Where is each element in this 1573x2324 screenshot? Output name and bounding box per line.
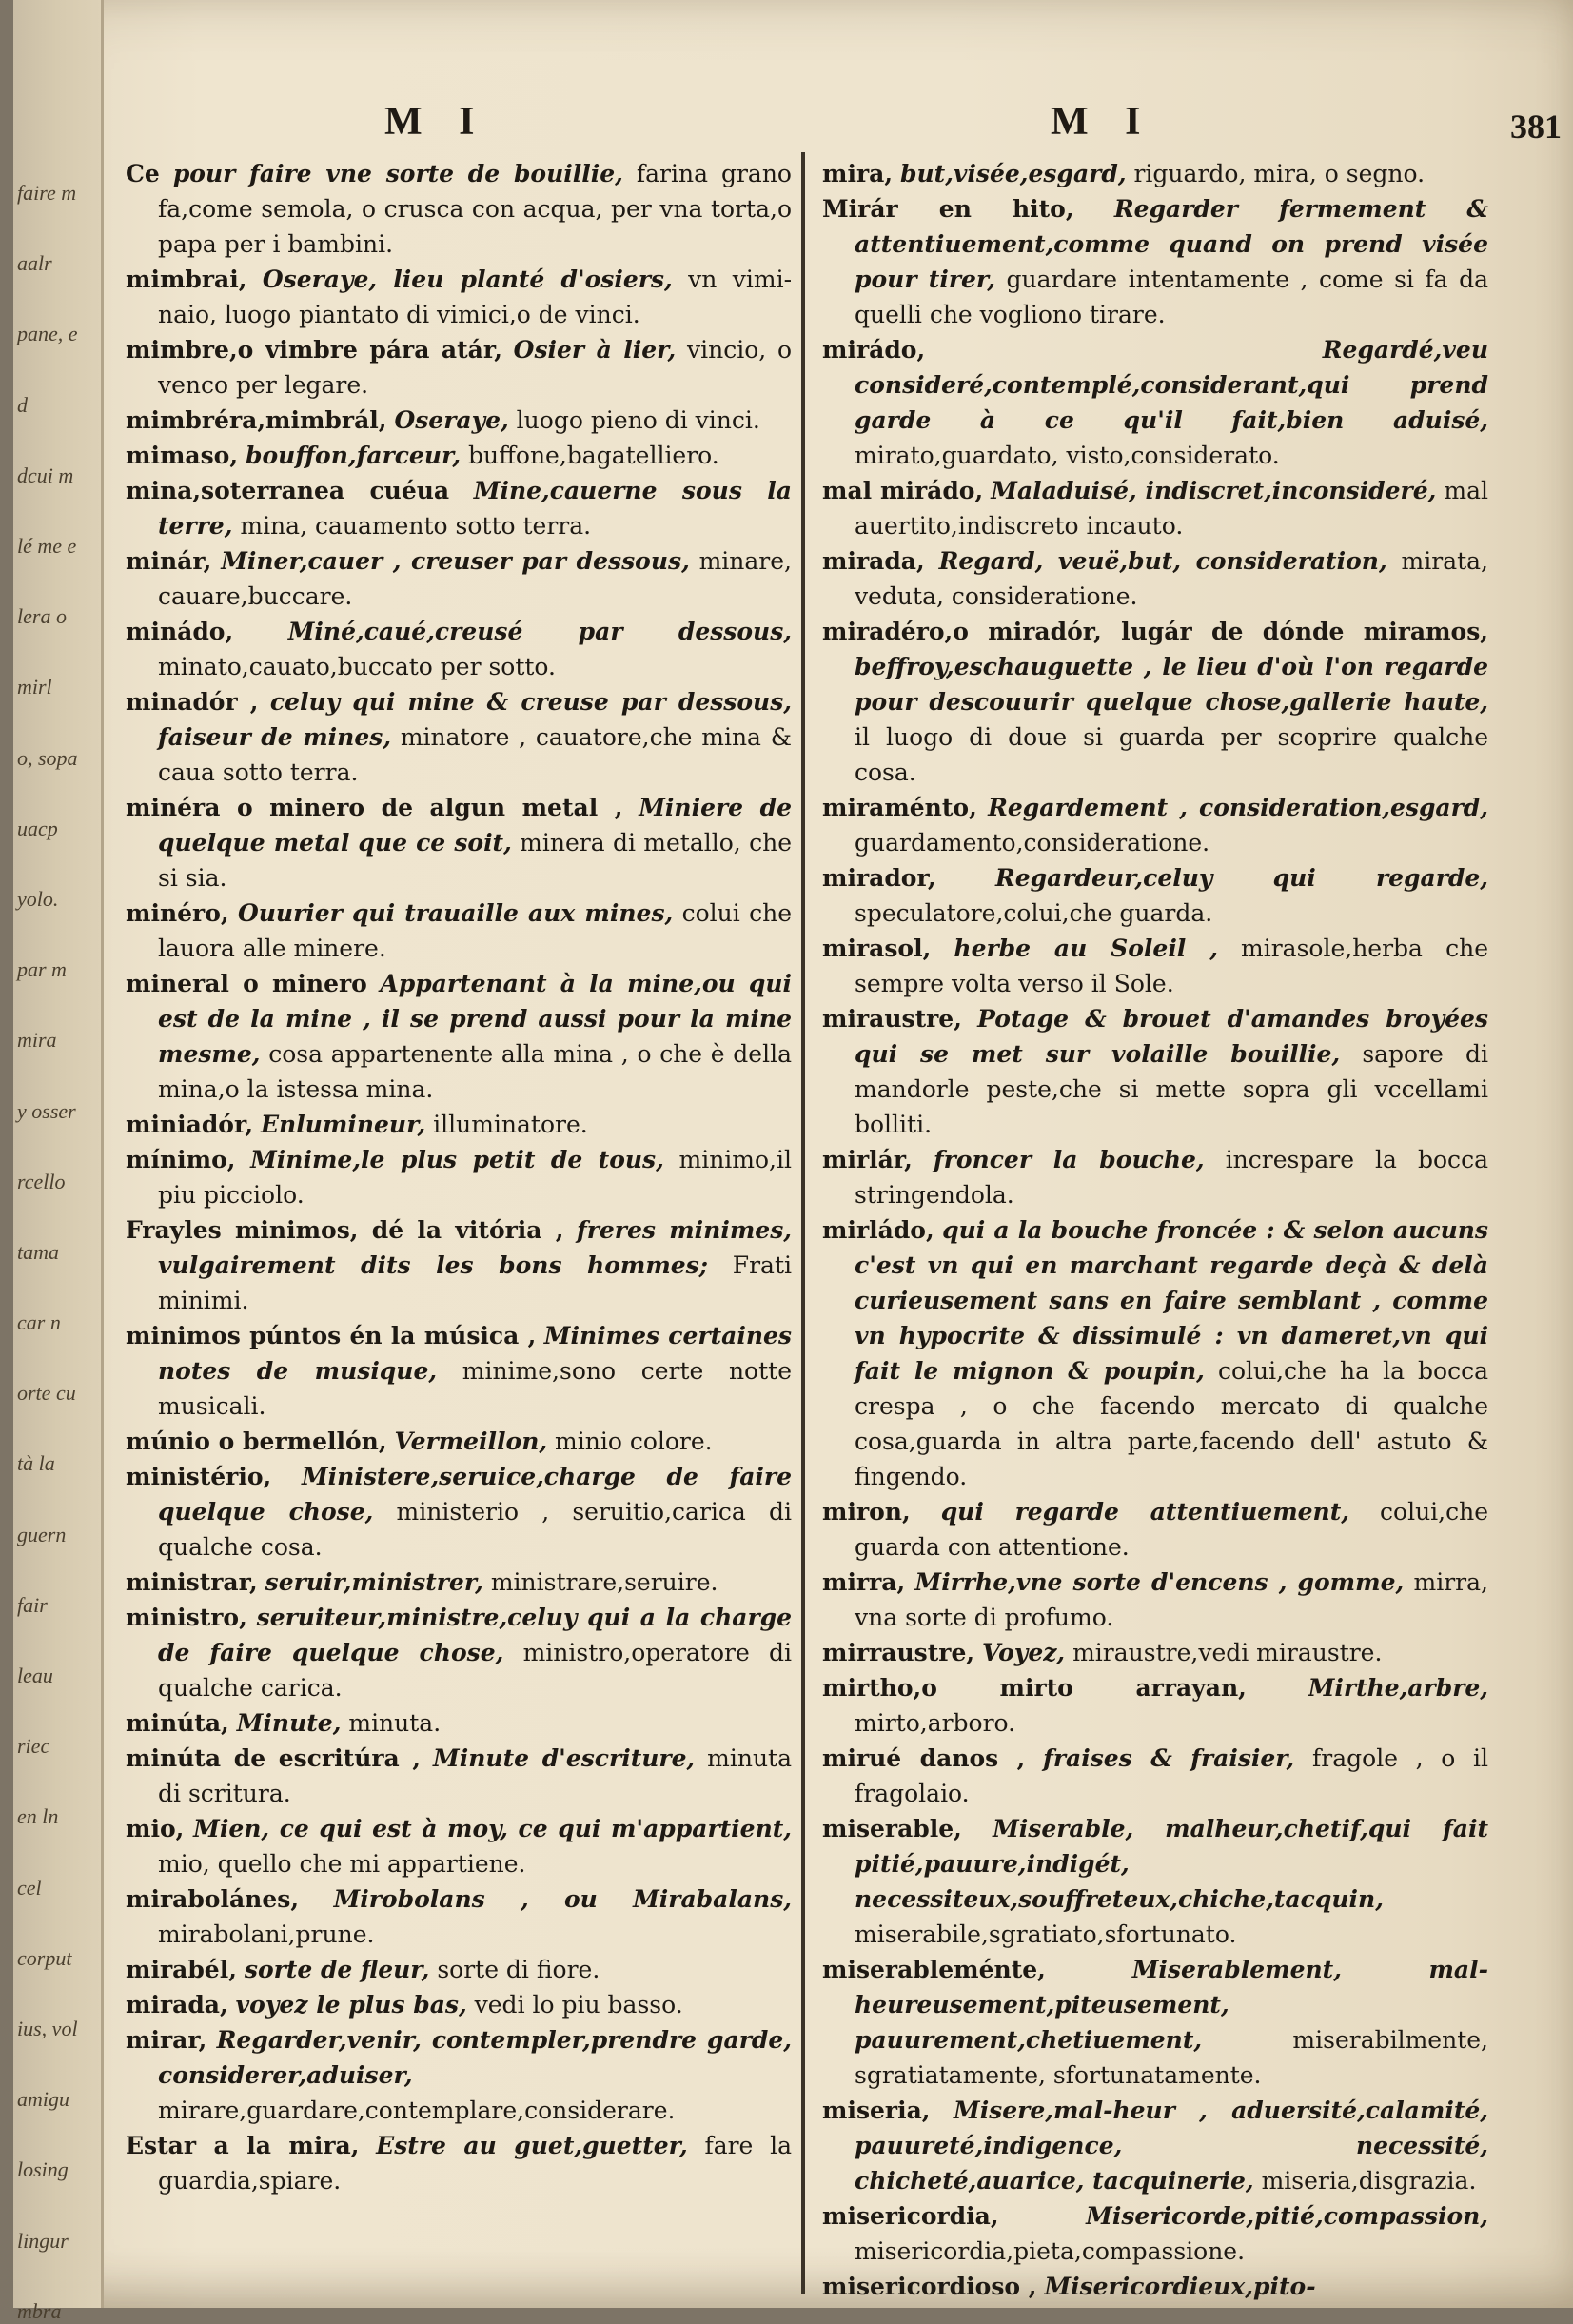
italian-gloss: colui,che ha la bocca crespa , o che facendo mercato di qualche cosa,guarda in altra parte,facendo dell' astuto & fingendo. bbox=[855, 1357, 1488, 1490]
facing-page-fragment: riec bbox=[17, 1734, 50, 1759]
dictionary-entry bbox=[126, 1142, 792, 1212]
dictionary-entry bbox=[822, 1001, 1488, 1142]
french-gloss: Voyez, bbox=[982, 1639, 1066, 1666]
dictionary-entry bbox=[822, 790, 1488, 860]
italian-gloss: minera di metallo, che si sia. bbox=[158, 829, 792, 892]
italian-gloss: ministerio , seruitio,carica di qualche cosa. bbox=[158, 1498, 792, 1561]
dictionary-entry bbox=[126, 473, 792, 543]
italian-gloss: minuta di scritura. bbox=[158, 1744, 792, 1807]
facing-page-fragment: corput bbox=[17, 1945, 72, 1970]
french-gloss: Mien, ce qui est à moy, ce qui m'appartient, bbox=[193, 1815, 792, 1842]
headword: mina,soterranea cuéua bbox=[126, 477, 450, 504]
dictionary-entry bbox=[126, 790, 792, 896]
facing-page-fragment: orte cu bbox=[17, 1381, 76, 1406]
facing-page-fragment: tama bbox=[17, 1239, 59, 1264]
facing-page-fragment: losing bbox=[17, 2157, 69, 2182]
dictionary-entry bbox=[822, 1565, 1488, 1635]
french-gloss: voyez le plus bas, bbox=[235, 1991, 467, 2019]
italian-gloss: mirasole,herba che sempre volta verso il Sole. bbox=[855, 935, 1488, 997]
dictionary-entry bbox=[822, 1741, 1488, 1811]
dictionary-entry bbox=[126, 2022, 792, 2128]
french-gloss: Potage & brouet d'amandes broyées qui se met sur volaille bouillie, bbox=[855, 1005, 1488, 1068]
dictionary-entry bbox=[126, 2128, 792, 2198]
dictionary-entry bbox=[822, 2093, 1488, 2198]
italian-gloss: mirata, veduta, consideratione. bbox=[855, 547, 1489, 610]
left-column bbox=[126, 156, 792, 2198]
headword: mio, bbox=[126, 1815, 185, 1842]
headword: mirada, bbox=[822, 547, 925, 575]
italian-gloss: fragole , o il fragolaio. bbox=[855, 1744, 1489, 1807]
dictionary-entry bbox=[822, 860, 1488, 931]
dictionary-entry bbox=[822, 2269, 1488, 2304]
facing-page-fragment: y osser bbox=[17, 1098, 76, 1123]
italian-gloss: increspare la bocca stringendola. bbox=[855, 1146, 1488, 1209]
dictionary-entry bbox=[126, 966, 792, 1107]
dictionary-entry bbox=[126, 332, 792, 403]
dictionary-entry bbox=[126, 1107, 792, 1142]
italian-gloss: vn vimi-naio, luogo piantato di vimici,o de vinci. bbox=[158, 266, 793, 328]
dictionary-entry bbox=[126, 262, 792, 332]
facing-page-fragment: pane, e bbox=[17, 322, 78, 346]
facing-page-fragment: faire m bbox=[17, 181, 77, 205]
french-gloss: Regarder fermement & attentiuement,comme quand on prend visée pour tirer, bbox=[855, 195, 1488, 293]
headword: mirador, bbox=[822, 864, 936, 892]
french-gloss: Misericorde,pitié,compassion, bbox=[1086, 2202, 1488, 2230]
french-gloss: herbe au Soleil , bbox=[954, 935, 1218, 962]
headword: múnio o bermellón, bbox=[126, 1428, 387, 1455]
headword: misericordia, bbox=[822, 2202, 999, 2230]
italian-gloss: minio colore. bbox=[555, 1428, 713, 1455]
italian-gloss: mina, cauamento sotto terra. bbox=[240, 512, 592, 540]
italian-gloss: fare la guardia,spiare. bbox=[158, 2132, 792, 2195]
dictionary-page bbox=[13, 0, 1573, 2323]
italian-gloss: minimo,il piu picciolo. bbox=[158, 1146, 792, 1209]
italian-gloss: vincio, o venco per legare. bbox=[158, 336, 793, 399]
dictionary-entry bbox=[822, 1142, 1488, 1212]
facing-page-fragment: leau bbox=[17, 1664, 53, 1688]
french-gloss: seruiteur,ministre,celuy qui a la charge de faire quelque chose, bbox=[158, 1604, 792, 1666]
facing-page-fragment: lingur bbox=[17, 2228, 69, 2253]
page-number: 381 bbox=[1510, 108, 1562, 146]
dictionary-entry bbox=[822, 1635, 1488, 1670]
headword: minúta de escritúra , bbox=[126, 1744, 422, 1772]
headword: miserableménte, bbox=[822, 1956, 1046, 1983]
french-gloss: Regard, veuë,but, consideration, bbox=[938, 547, 1387, 575]
headword: mínimo, bbox=[126, 1146, 236, 1173]
headword: Mirár en hito, bbox=[822, 195, 1074, 223]
french-gloss: Osier à lier, bbox=[513, 336, 677, 364]
french-gloss: Misere,mal-heur , aduersité,calamité, pauureté,indigence, necessité, chicheté,auarice, tacquinerie, bbox=[855, 2097, 1488, 2195]
italian-gloss: minime,sono certe notte musicali. bbox=[158, 1357, 792, 1420]
dictionary-entry bbox=[822, 332, 1488, 473]
headword: mirué danos , bbox=[822, 1744, 1026, 1772]
french-gloss: Regardement , consideration,esgard, bbox=[988, 794, 1488, 821]
italian-gloss: mio, quello che mi appartiene. bbox=[158, 1850, 526, 1878]
italian-gloss: guardare intentamente , come si fa da quelli che vogliono tirare. bbox=[855, 266, 1488, 328]
headword: minádo, bbox=[126, 618, 234, 645]
headword: mira, bbox=[822, 160, 894, 187]
facing-page-fragment: par m bbox=[17, 957, 67, 982]
french-gloss: Misericordieux,pito- bbox=[1044, 2273, 1316, 2300]
headword: mirládo, bbox=[822, 1216, 934, 1244]
facing-page-fragment: mbra bbox=[17, 2298, 62, 2323]
headword: mimbrai, bbox=[126, 266, 247, 293]
french-gloss: Vermeillon, bbox=[394, 1428, 548, 1455]
french-gloss: fraises & fraisier, bbox=[1043, 1744, 1295, 1772]
headword: miraustre, bbox=[822, 1005, 962, 1033]
headword: Estar a la mira, bbox=[126, 2132, 360, 2159]
french-gloss: bouffon,farceur, bbox=[246, 442, 462, 469]
facing-page-fragment: o, sopa bbox=[17, 745, 78, 770]
headword: mineral o minero bbox=[126, 970, 367, 997]
facing-page-fragment: yolo. bbox=[17, 886, 59, 911]
dictionary-entry bbox=[126, 1741, 792, 1811]
italian-gloss: colui,che guarda con attentione. bbox=[855, 1498, 1489, 1561]
french-gloss: Regardeur,celuy qui regarde, bbox=[994, 864, 1488, 892]
headword: mirlár, bbox=[822, 1146, 913, 1173]
dictionary-entry bbox=[822, 2198, 1488, 2269]
french-gloss: froncer la bouche, bbox=[933, 1146, 1205, 1173]
headword: ministro, bbox=[126, 1604, 247, 1631]
italian-gloss: mal auertito,indiscreto incauto. bbox=[855, 477, 1488, 540]
french-gloss: Mirobolans , ou Mirabalans, bbox=[333, 1885, 793, 1913]
dictionary-entry bbox=[126, 1600, 792, 1705]
facing-page-fragment: car n bbox=[17, 1310, 61, 1335]
headword: mirraustre, bbox=[822, 1639, 975, 1666]
headword: minimos púntos én la música , bbox=[126, 1322, 537, 1349]
dictionary-entry bbox=[822, 473, 1488, 543]
french-gloss: Maladuisé, indiscret,inconsideré, bbox=[991, 477, 1437, 504]
facing-page-fragment: uacp bbox=[17, 816, 58, 840]
facing-page-fragment: en ln bbox=[17, 1804, 59, 1829]
dictionary-entry bbox=[126, 896, 792, 966]
italian-gloss: riguardo, mira, o segno. bbox=[1133, 160, 1426, 187]
facing-page-fragment: lé me e bbox=[17, 533, 77, 558]
french-gloss: Mirrhe,vne sorte d'encens , gomme, bbox=[914, 1568, 1405, 1596]
italian-gloss: guardamento,consideratione. bbox=[855, 829, 1210, 857]
italian-gloss: minato,cauato,buccato per sotto. bbox=[158, 653, 556, 680]
french-gloss: Miserablement, mal-heureusement,piteusement, pauurement,chetiuement, bbox=[855, 1956, 1489, 2054]
italian-gloss: luogo pieno di vinci. bbox=[516, 406, 760, 434]
facing-page-fragment: tà la bbox=[17, 1451, 55, 1476]
french-gloss: sorte de fleur, bbox=[244, 1956, 430, 1983]
italian-gloss: miserabilmente, sgratiatamente, sfortunatamente. bbox=[855, 2026, 1488, 2089]
headword: miniadór, bbox=[126, 1111, 254, 1138]
dictionary-entry bbox=[822, 614, 1488, 790]
italian-gloss: Frati minimi. bbox=[158, 1251, 792, 1314]
french-gloss: Regarder,venir, contempler,prendre garde, considerer,aduiser, bbox=[158, 2026, 792, 2089]
dictionary-entry bbox=[822, 1212, 1488, 1494]
dictionary-entry bbox=[126, 1952, 792, 1987]
french-gloss: qui a la bouche froncée : & selon aucuns c'est vn qui en marchant regarde deçà & delà curieusement sans en faire semblant , comme vn hypocrite & dissimulé : vn dameret,vn qui fait le mignon & poupin, bbox=[855, 1216, 1488, 1385]
dictionary-entry bbox=[126, 1565, 792, 1600]
italian-gloss: mirra, vna sorte di profumo. bbox=[855, 1568, 1488, 1631]
headword: mal mirádo, bbox=[822, 477, 984, 504]
left-running-head: M I bbox=[384, 100, 488, 144]
headword: mirasol, bbox=[822, 935, 932, 962]
french-gloss: Minute, bbox=[236, 1709, 342, 1737]
french-gloss: Ouurier qui trauaille aux mines, bbox=[237, 899, 674, 927]
headword: miraménto, bbox=[822, 794, 977, 821]
headword: miserable, bbox=[822, 1815, 962, 1842]
italian-gloss: ministro,operatore di qualche carica. bbox=[158, 1639, 792, 1702]
french-gloss: Ministere,seruice,charge de faire quelque chose, bbox=[158, 1463, 792, 1526]
dictionary-entry bbox=[822, 191, 1488, 332]
dictionary-entry bbox=[126, 1811, 792, 1881]
french-gloss: seruir,ministrer, bbox=[265, 1568, 483, 1596]
french-gloss: Mine,cauerne sous la terre, bbox=[158, 477, 793, 540]
italian-gloss: minare, cauare,buccare. bbox=[158, 547, 792, 610]
right-running-head: M I bbox=[1051, 100, 1154, 144]
french-gloss: qui regarde attentiuement, bbox=[940, 1498, 1349, 1526]
italian-gloss: miseria,disgrazia. bbox=[1261, 2167, 1477, 2195]
italian-gloss: minuta. bbox=[348, 1709, 442, 1737]
italian-gloss: mirabolani,prune. bbox=[158, 1920, 375, 1948]
dictionary-entry bbox=[126, 1987, 792, 2022]
french-gloss: Regardé,veu consideré,contemplé,considerant,qui prend garde à ce qu'il fait,bien aduisé, bbox=[855, 336, 1488, 434]
headword: ministério, bbox=[126, 1463, 272, 1490]
dictionary-entry bbox=[126, 1881, 792, 1952]
headword: mimbréra,mimbrál, bbox=[126, 406, 387, 434]
italian-gloss: cosa appartenente alla mina , o che è della mina,o la istessa mina. bbox=[158, 1040, 793, 1103]
dictionary-entry bbox=[126, 1318, 792, 1424]
headword: miron, bbox=[822, 1498, 911, 1526]
french-gloss: Minime,le plus petit de tous, bbox=[250, 1146, 664, 1173]
facing-page-fragment: fair bbox=[17, 1592, 48, 1617]
headword: miseria, bbox=[822, 2097, 931, 2124]
french-gloss: Minute d'escriture, bbox=[433, 1744, 696, 1772]
italian-gloss: speculatore,colui,che guarda. bbox=[855, 899, 1213, 927]
italian-gloss: illuminatore. bbox=[433, 1111, 588, 1138]
italian-gloss: miserabile,sgratiato,sfortunato. bbox=[855, 1920, 1237, 1948]
french-gloss: Oseraye, lieu planté d'osiers, bbox=[262, 266, 673, 293]
dictionary-entry bbox=[822, 931, 1488, 1001]
facing-page-fragment: guern bbox=[17, 1522, 67, 1546]
french-gloss: Enlumineur, bbox=[261, 1111, 426, 1138]
facing-page-fragment: rcello bbox=[17, 1169, 66, 1193]
dictionary-entry bbox=[126, 543, 792, 614]
italian-gloss: sorte di fiore. bbox=[437, 1956, 600, 1983]
facing-page-fragment: aalr bbox=[17, 251, 52, 276]
italian-gloss: il luogo di doue si guarda per scoprire qualche cosa. bbox=[855, 723, 1488, 786]
headword: ministrar, bbox=[126, 1568, 258, 1596]
headword: minéro, bbox=[126, 899, 229, 927]
french-gloss: Miner,cauer , creuser par dessous, bbox=[221, 547, 690, 575]
headword: Frayles minimos, dé la vitória , bbox=[126, 1216, 564, 1244]
headword: minadór , bbox=[126, 688, 259, 716]
dictionary-entry bbox=[126, 1459, 792, 1565]
facing-page-fragment: lera o bbox=[17, 604, 67, 629]
dictionary-entry bbox=[822, 1952, 1488, 2093]
headword: mirádo, bbox=[822, 336, 926, 364]
italian-gloss: vedi lo piu basso. bbox=[474, 1991, 683, 2019]
dictionary-entry bbox=[126, 1212, 792, 1318]
french-gloss: Oseraye, bbox=[394, 406, 509, 434]
dictionary-entry bbox=[822, 543, 1488, 614]
italian-gloss: buffone,bagatelliero. bbox=[468, 442, 719, 469]
headword: misericordioso , bbox=[822, 2273, 1037, 2300]
headword: mirabél, bbox=[126, 1956, 237, 1983]
dictionary-entry bbox=[126, 1705, 792, 1741]
headword: mirtho,o mirto arrayan, bbox=[822, 1674, 1247, 1702]
dictionary-entry bbox=[126, 156, 792, 262]
facing-page-fragment: ius, vol bbox=[17, 2017, 78, 2041]
french-gloss: Minimes certaines notes de musique, bbox=[158, 1322, 793, 1385]
headword: mimaso, bbox=[126, 442, 239, 469]
facing-page-fragment: dcui m bbox=[17, 463, 74, 487]
headword: miradéro,o miradór, lugár de dónde miramos, bbox=[822, 618, 1488, 645]
headword: minúta, bbox=[126, 1709, 229, 1737]
dictionary-entry bbox=[126, 614, 792, 684]
facing-page-fragment: cel bbox=[17, 1875, 42, 1900]
italian-gloss: farina grano fa,come semola, o crusca con acqua, per vna torta,o papa per i bambini. bbox=[158, 160, 792, 258]
italian-gloss: ministrare,seruire. bbox=[490, 1568, 718, 1596]
dictionary-entry bbox=[126, 1424, 792, 1459]
facing-page-fragment: mirl bbox=[17, 675, 52, 699]
french-gloss: Miniere de quelque metal que ce soit, bbox=[158, 794, 792, 857]
headword: Ce bbox=[126, 160, 160, 187]
headword: mirabolánes, bbox=[126, 1885, 300, 1913]
dictionary-entry bbox=[126, 403, 792, 438]
french-gloss: but,visée,esgard, bbox=[899, 160, 1127, 187]
facing-page-fragment: mira bbox=[17, 1028, 57, 1053]
dictionary-entry bbox=[822, 156, 1488, 191]
italian-gloss: sapore di mandorle peste,che si mette sopra gli vccellami bolliti. bbox=[855, 1040, 1488, 1138]
french-gloss: beffroy,eschauguette , le lieu d'où l'on regarde pour descouurir quelque chose,gallerie haute, bbox=[855, 653, 1488, 716]
facing-page-edge bbox=[13, 0, 104, 2323]
dictionary-entry bbox=[126, 438, 792, 473]
headword: mirar, bbox=[126, 2026, 207, 2054]
italian-gloss: colui che lauora alle minere. bbox=[158, 899, 792, 962]
french-gloss: freres minimes, vulgairement dits les bons hommes; bbox=[158, 1216, 792, 1279]
dictionary-entry bbox=[126, 684, 792, 790]
dictionary-entry bbox=[822, 1494, 1488, 1565]
french-gloss: celuy qui mine & creuse par dessous, faiseur de mines, bbox=[158, 688, 793, 751]
dictionary-entry bbox=[822, 1811, 1488, 1952]
french-gloss: pour faire vne sorte de bouillie, bbox=[172, 160, 623, 187]
column-divider bbox=[801, 152, 805, 2294]
headword: minár, bbox=[126, 547, 212, 575]
right-column bbox=[822, 156, 1488, 2304]
french-gloss: Appartenant à la mine,ou qui est de la mine , il se prend aussi pour la mine mesme, bbox=[158, 970, 793, 1068]
french-gloss: Mirthe,arbre, bbox=[1308, 1674, 1488, 1702]
french-gloss: Miserable, malheur,chetif,qui fait pitié,pauure,indigét, necessiteux,souffreteux,chiche,tacquin, bbox=[855, 1815, 1488, 1913]
headword: minéra o minero de algun metal , bbox=[126, 794, 623, 821]
italian-gloss: mirare,guardare,contemplare,considerare. bbox=[158, 2097, 676, 2124]
headword: mimbre,o vimbre pára atár, bbox=[126, 336, 502, 364]
facing-page-fragment: d bbox=[17, 392, 28, 417]
french-gloss: Miné,caué,creusé par dessous, bbox=[287, 618, 792, 645]
italian-gloss: mirto,arboro. bbox=[855, 1709, 1016, 1737]
dictionary-entry bbox=[822, 1670, 1488, 1741]
french-gloss: Estre au guet,guetter, bbox=[376, 2132, 688, 2159]
italian-gloss: mirato,guardato, visto,considerato. bbox=[855, 442, 1280, 469]
italian-gloss: minatore , cauatore,che mina & caua sotto terra. bbox=[158, 723, 792, 786]
italian-gloss: misericordia,pieta,compassione. bbox=[855, 2237, 1246, 2265]
headword: mirada, bbox=[126, 1991, 228, 2019]
facing-page-fragment: amigu bbox=[17, 2087, 69, 2112]
headword: mirra, bbox=[822, 1568, 906, 1596]
italian-gloss: miraustre,vedi miraustre. bbox=[1072, 1639, 1383, 1666]
